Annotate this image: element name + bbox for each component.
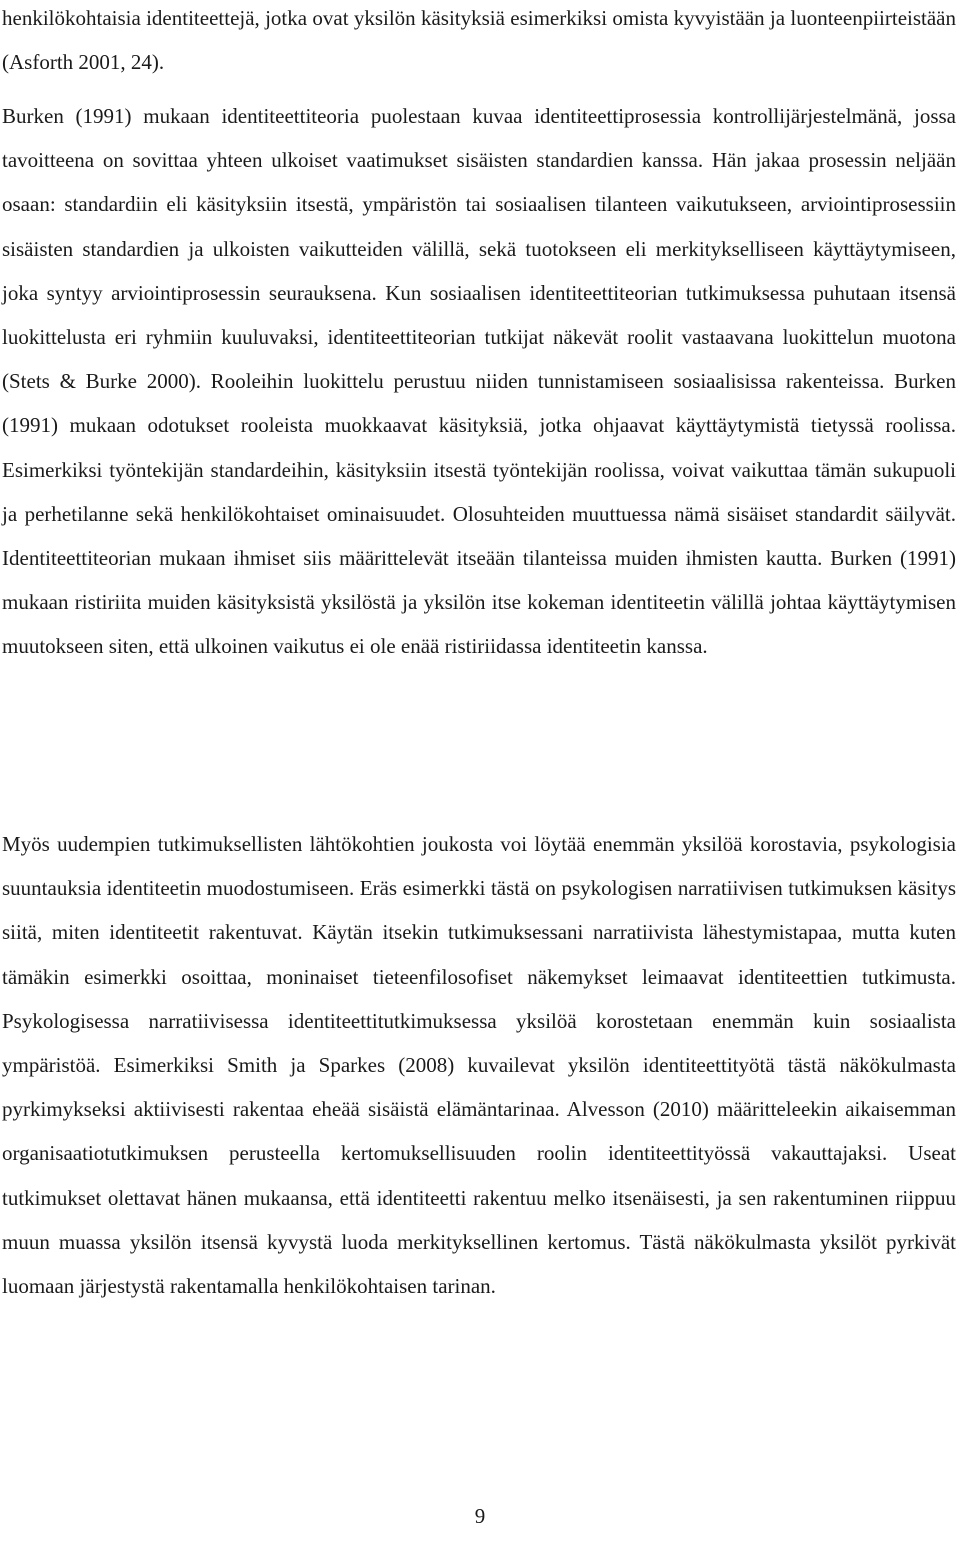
paragraph-intro-continuation: henkilökohtaisia identiteettejä, jotka ovat yksilön käsityksiä esimerkiksi omista kyvyistään ja luonteenpiirteistään (Asforth 2001, 24). [2,6,956,75]
page-number: 9 [474,1504,486,1528]
paragraph-narrative-identity: Myös uudempien tutkimuksellisten lähtökohtien joukosta voi löytää enemmän yksilöä korostavia, psykologisia suuntauksia identiteetin muodostumiseen. Eräs esimerkki tästä on psykologisen narratiivisen tutkimuksen käsitys siitä, miten identiteetit rakentuvat. Käytän itsekin tutkimuksessani narratiivista lähestymistapaa, mutta kuten tämäkin esimerkki osoittaa, moninaiset tieteenfilosofiset näkemykset leimaavat identiteettien tutkimusta. Psykologisessa narratiivisessa identiteettitutkimuksessa yksilöä korostetaan enemmän kuin sosiaalista ympäristöä. Esimerkiksi Smith ja Sparkes (2008) kuvailevat yksilön identiteettityötä tästä näkökulmasta pyrkimykseksi aktiivisesti rakentaa eheää sisäistä elämäntarinaa. Alvesson (2010) määritteleekin aikaisemman organisaatiotutkimuksen perusteella kertomuksellisuuden roolin identiteettityössä vakauttajaksi. Useat tutkimukset olettavat hänen mukaansa, että identiteetti rakentuu melko itsenäisesti, ja sen rakentuminen riippuu muun muassa yksilön itsensä kyvystä luoda merkityksellinen kertomus. Tästä näkökulmasta yksilöt pyrkivät luomaan järjestystä rakentamalla henkilökohtaisen tarinan. [2,832,956,1299]
paragraph-burke-identity-theory: Burken (1991) mukaan identiteettiteoria puolestaan kuvaa identiteettiprosessia kontrollijärjestelmänä, jossa tavoitteena on sovittaa yhteen ulkoiset vaatimukset sisäisten standardien kanssa. Hän jakaa prosessin neljään osaan: standardiin eli käsityksiin itsestä, ympäristön tai sosiaalisen tilanteen vaikutukseen, arviointiprosessiin sisäisten standardien ja ulkoisten vaikutteiden välillä, sekä tuotokseen eli merkitykselliseen käyttäytymiseen, joka syntyy arviointiprosessin seurauksena. Kun sosiaalisen identiteettiteorian tutkimuksessa puhutaan itsensä luokittelusta eri ryhmiin kuuluvaksi, identiteettiteorian tutkijat näkevät roolit vastaavana luokittelun muotona (Stets & Burke 2000). Rooleihin luokittelu perustuu niiden tunnistamiseen sosiaalisissa rakenteissa. Burken (1991) mukaan odotukset rooleista muokkaavat käsityksiä, jotka ohjaavat käyttäytymistä tietyssä roolissa. Esimerkiksi työntekijän standardeihin, käsityksiin itsestä työntekijän roolissa, voivat vaikuttaa tämän sukupuoli ja perhetilanne sekä henkilökohtaiset ominaisuudet. Olosuhteiden muuttuessa nämä sisäiset standardit säilyvät. Identiteettiteorian mukaan ihmiset siis määrittelevät itseään tilanteissa muiden ihmisten kautta. Burken (1991) mukaan ristiriita muiden käsityksistä yksilöstä ja yksilön itse kokeman identiteetin välillä johtaa käyttäytymisen muutokseen siten, että ulkoinen vaikutus ei ole enää ristiriidassa identiteetin kanssa. [2,104,956,659]
